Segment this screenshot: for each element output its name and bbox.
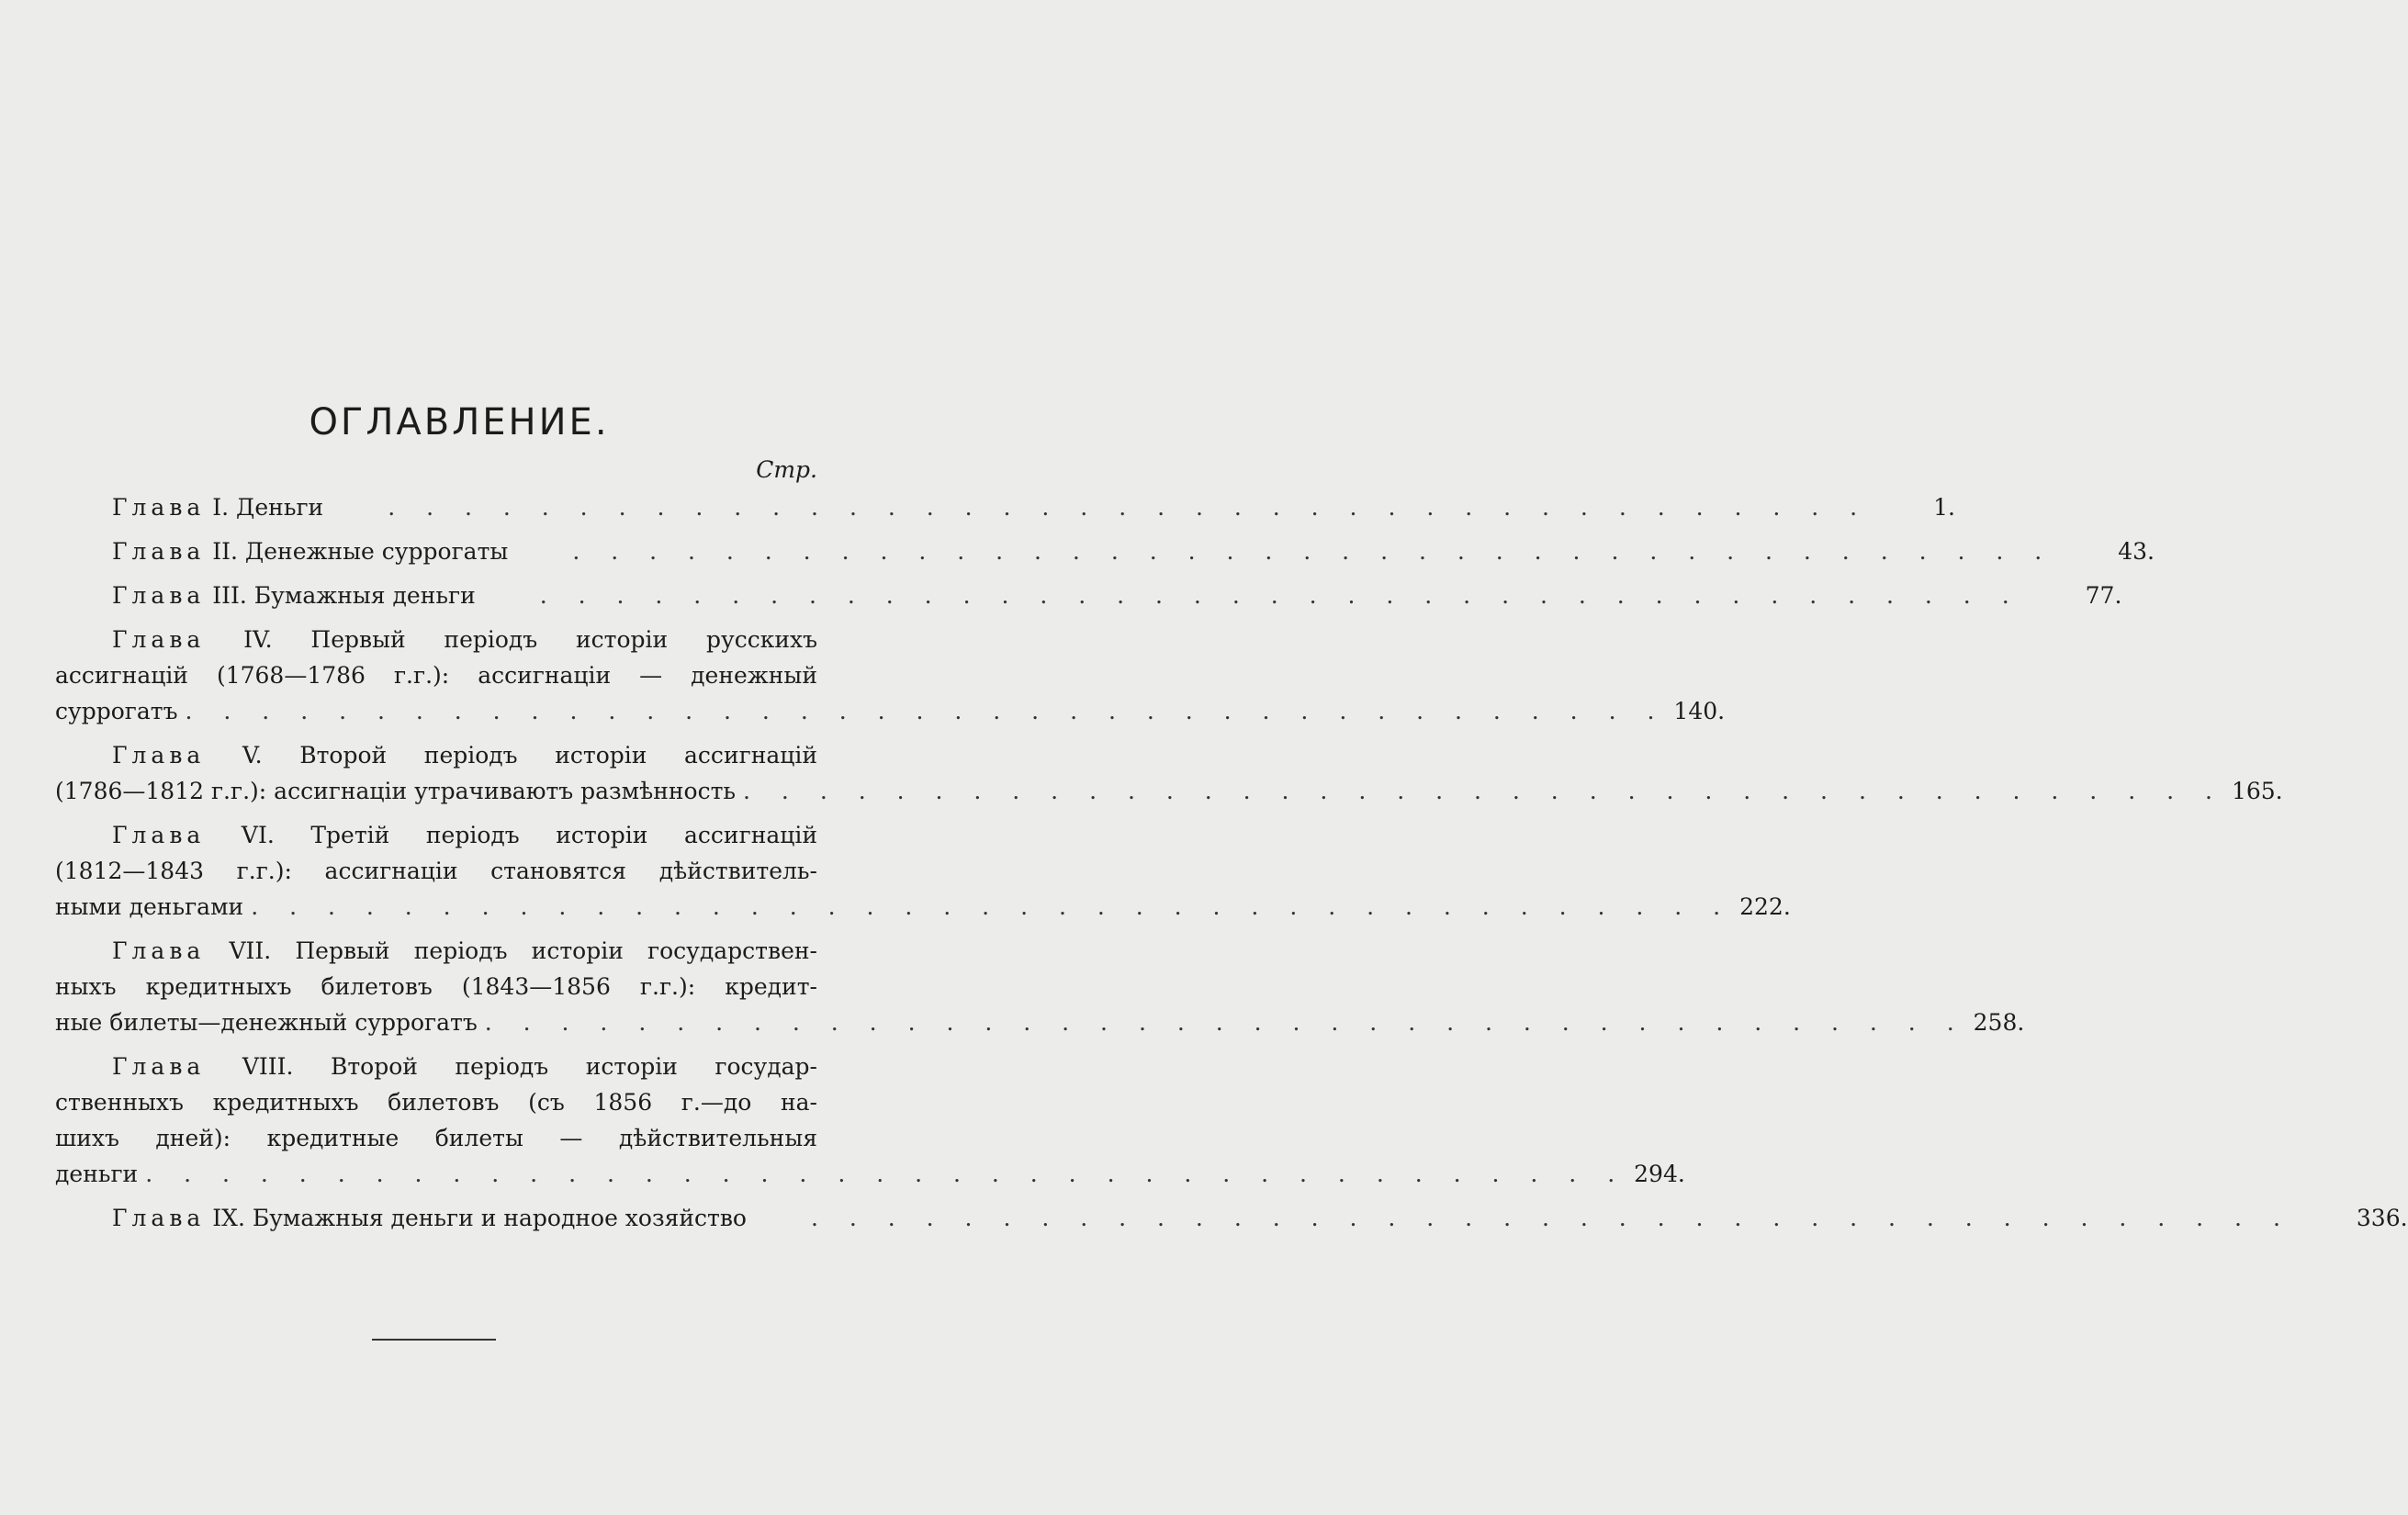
toc-entry[interactable] (55, 622, 1726, 729)
chapter-title-text: III. Бумажныя деньги (212, 582, 476, 609)
chapter-title-text: ассигнацій (1768—1786 г.г.): ассигнаціи — денежный (55, 662, 817, 689)
closing-rule (372, 1339, 496, 1341)
page-number: 336. (2356, 1205, 2408, 1231)
chapter-title-text: ственныхъ кредитныхъ билетовъ (съ 1856 г.—до на- (55, 1089, 817, 1116)
chapter-title-text: (1786—1812 г.г.): ассигнаціи утрачиваютъ размѣнность (55, 778, 737, 804)
dot-leader: . . . . . . . . . . . . . . . . . . . . . . . . . . . . . . . . . . . . . . . (810, 1205, 2292, 1231)
dot-leader: . . . . . . . . . . . . . . . . . . . . . . . . . . . . . . . . . . . . . . . (539, 582, 2021, 609)
toc-entry-line (55, 933, 817, 969)
chapter-title-text: ные билеты—денежный суррогатъ (55, 1009, 478, 1036)
page-number: 43. (2118, 538, 2155, 565)
page-number: 1. (1933, 494, 1955, 521)
page-number: 165. (2231, 778, 2283, 804)
toc-entry[interactable] (55, 578, 2122, 613)
page-number: 140. (1673, 698, 1726, 724)
chapter-title-text: суррогатъ (55, 698, 178, 724)
toc-entry-line (55, 1049, 817, 1084)
chapter-title-text: деньги (55, 1161, 139, 1187)
page-number: 258. (1973, 1009, 2025, 1036)
chapter-title-text: ными деньгами (55, 893, 244, 920)
page-column-header: Стр. (756, 456, 817, 483)
toc-entry-line (55, 533, 2155, 569)
chapter-title-text: ныхъ кредитныхъ билетовъ (1843—1856 г.г.): кредит- (55, 973, 817, 1000)
toc-entry-line (55, 773, 2283, 809)
toc-entry-line (55, 657, 817, 693)
toc-entry-line (55, 1084, 817, 1120)
page-number: 222. (1739, 893, 1791, 920)
chapter-title-text: IX. Бумажныя деньги и народное хозяйство (212, 1205, 747, 1231)
toc-entry-line (55, 622, 817, 657)
toc-entry-line (55, 853, 817, 889)
dot-leader: . . . . . . . . . . . . . . . . . . . . . . . . . . . . . . . . . . . . . . . (572, 538, 2054, 565)
page-number: 77. (2085, 582, 2122, 609)
toc-entry-line (55, 889, 1791, 925)
table-of-contents (55, 489, 2408, 1244)
chapter-title-text: V. Второй періодъ исторіи ассигнацій (242, 742, 818, 769)
chapter-label: Глава (112, 1053, 206, 1080)
toc-entry-line (55, 578, 2122, 613)
toc-entry-line (55, 1004, 2025, 1040)
toc-entry[interactable] (55, 1049, 1685, 1192)
toc-entry[interactable] (55, 1200, 2408, 1236)
dot-leader: . . . . . . . . . . . . . . . . . . . . . . . . . . . . . . . . . . . . . . . (251, 893, 1733, 920)
dot-leader: . . . . . . . . . . . . . . . . . . . . . . . . . . . . . . . . . . . . . . . (388, 494, 1870, 521)
chapter-label: Глава (112, 626, 206, 653)
page-title: ОГЛАВЛЕНИЕ. (309, 400, 610, 443)
toc-entry-line (55, 693, 1726, 729)
toc-entry-line (55, 1120, 817, 1156)
toc-entry-line (55, 1156, 1685, 1192)
dot-leader: . . . . . . . . . . . . . . . . . . . . . . . . . . . . . . . . . . . . . . . (743, 778, 2224, 804)
toc-entry-line (55, 969, 817, 1004)
dot-leader: . . . . . . . . . . . . . . . . . . . . . . . . . . . . . . . . . . . . . . . (185, 698, 1667, 724)
chapter-title-text: VIII. Второй періодъ исторіи государ- (242, 1053, 817, 1080)
toc-entry[interactable] (55, 533, 2155, 569)
toc-entry-line (55, 817, 817, 853)
toc-entry-line (55, 737, 817, 773)
toc-entry[interactable] (55, 933, 2025, 1040)
chapter-title-text: I. Деньги (212, 494, 324, 521)
chapter-label: Глава (112, 822, 206, 848)
chapter-label: Глава (112, 1205, 206, 1231)
dot-leader: . . . . . . . . . . . . . . . . . . . . . . . . . . . . . . . . . . . . . . . (484, 1009, 1966, 1036)
page-number: 294. (1634, 1161, 1685, 1187)
chapter-label: Глава (112, 937, 206, 964)
toc-entry[interactable] (55, 737, 2283, 809)
toc-entry-line (55, 1200, 2408, 1236)
chapter-title-text: шихъ дней): кредитные билеты — дѣйствительныя (55, 1125, 817, 1151)
chapter-title-text: (1812—1843 г.г.): ассигнаціи становятся дѣйствитель- (55, 858, 817, 884)
chapter-title-text: IV. Первый періодъ исторіи русскихъ (243, 626, 817, 653)
chapter-label: Глава (112, 538, 206, 565)
dot-leader: . . . . . . . . . . . . . . . . . . . . . . . . . . . . . . . . . . . . . . . (145, 1161, 1627, 1187)
chapter-label: Глава (112, 582, 206, 609)
toc-entry-line (55, 489, 1955, 525)
toc-entry[interactable] (55, 817, 1791, 925)
chapter-title-text: II. Денежные суррогаты (212, 538, 509, 565)
chapter-label: Глава (112, 742, 206, 769)
chapter-title-text: VII. Первый періодъ исторіи государствен- (229, 937, 817, 964)
toc-entry[interactable] (55, 489, 1955, 525)
chapter-title-text: VI. Третій періодъ исторіи ассигнацій (241, 822, 817, 848)
chapter-label: Глава (112, 494, 206, 521)
